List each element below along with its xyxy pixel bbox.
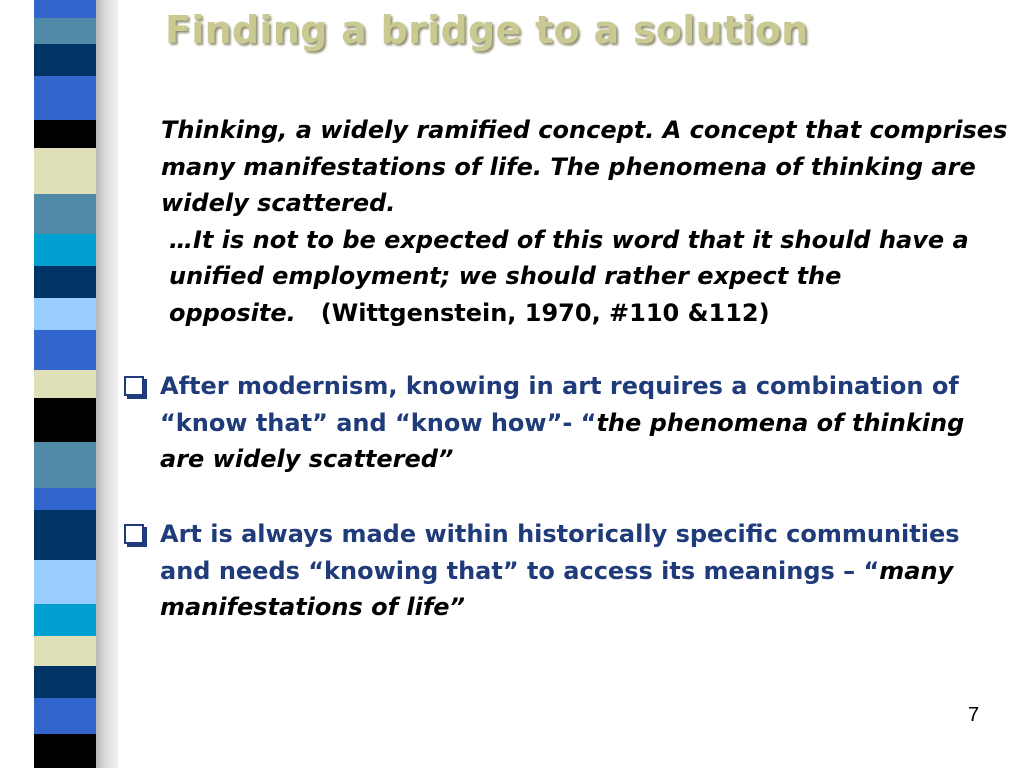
bullet-1-plain: After modernism, knowing in art requires a combination of “know that” and “know how”- “ [160, 372, 959, 437]
stripe-band [34, 560, 96, 604]
quote-citation: (Wittgenstein, 1970, #110 &112) [320, 298, 770, 327]
bullet-1-emphasis: the phenomena of thinking are widely scattered” [160, 408, 965, 473]
bullet-2-plain: Art is always made within historically specific communities and needs “knowing that” to access its meanings – “ [160, 520, 960, 585]
stripe-band [34, 0, 96, 18]
stripe-band [34, 734, 96, 768]
stripe-band [34, 18, 96, 44]
checkbox-bullet-icon [124, 376, 144, 396]
stripe-band [34, 398, 96, 442]
decorative-stripe-column [34, 0, 96, 768]
bullet-item-2 [124, 516, 1004, 626]
stripe-band [34, 636, 96, 666]
stripe-band [34, 698, 96, 734]
slide-title: Finding a bridge to a solution [165, 8, 809, 52]
quote-paragraph-2 [161, 222, 1011, 332]
bullet-text-1 [160, 368, 1004, 478]
stripe-band [34, 330, 96, 370]
stripe-band [34, 488, 96, 510]
quote-paragraph-1: Thinking, a widely ramified concept. A concept that comprises many manifestations of life. The phenomena of thinking are widely scattered. [161, 116, 1008, 217]
page-number: 7 [968, 704, 980, 726]
stripe-band [34, 510, 96, 560]
stripe-shadow [96, 0, 118, 768]
stripe-band [34, 148, 96, 194]
stripe-band [34, 44, 96, 76]
stripe-band [34, 666, 96, 698]
stripe-band [34, 442, 96, 488]
stripe-band [34, 266, 96, 298]
stripe-band [34, 234, 96, 266]
bullet-2-emphasis: many manifestations of life” [160, 556, 954, 621]
checkbox-bullet-icon [124, 524, 144, 544]
stripe-band [34, 370, 96, 398]
bullet-text-2 [160, 516, 1004, 626]
stripe-band [34, 604, 96, 636]
bullet-item-1 [124, 368, 1004, 478]
stripe-band [34, 194, 96, 234]
stripe-band [34, 298, 96, 330]
stripe-band [34, 120, 96, 148]
quote-text-2: …It is not to be expected of this word that it should have a unified employment; we should rather expect the opposite. [169, 225, 969, 327]
stripe-band [34, 76, 96, 120]
quote-block [161, 112, 1011, 331]
